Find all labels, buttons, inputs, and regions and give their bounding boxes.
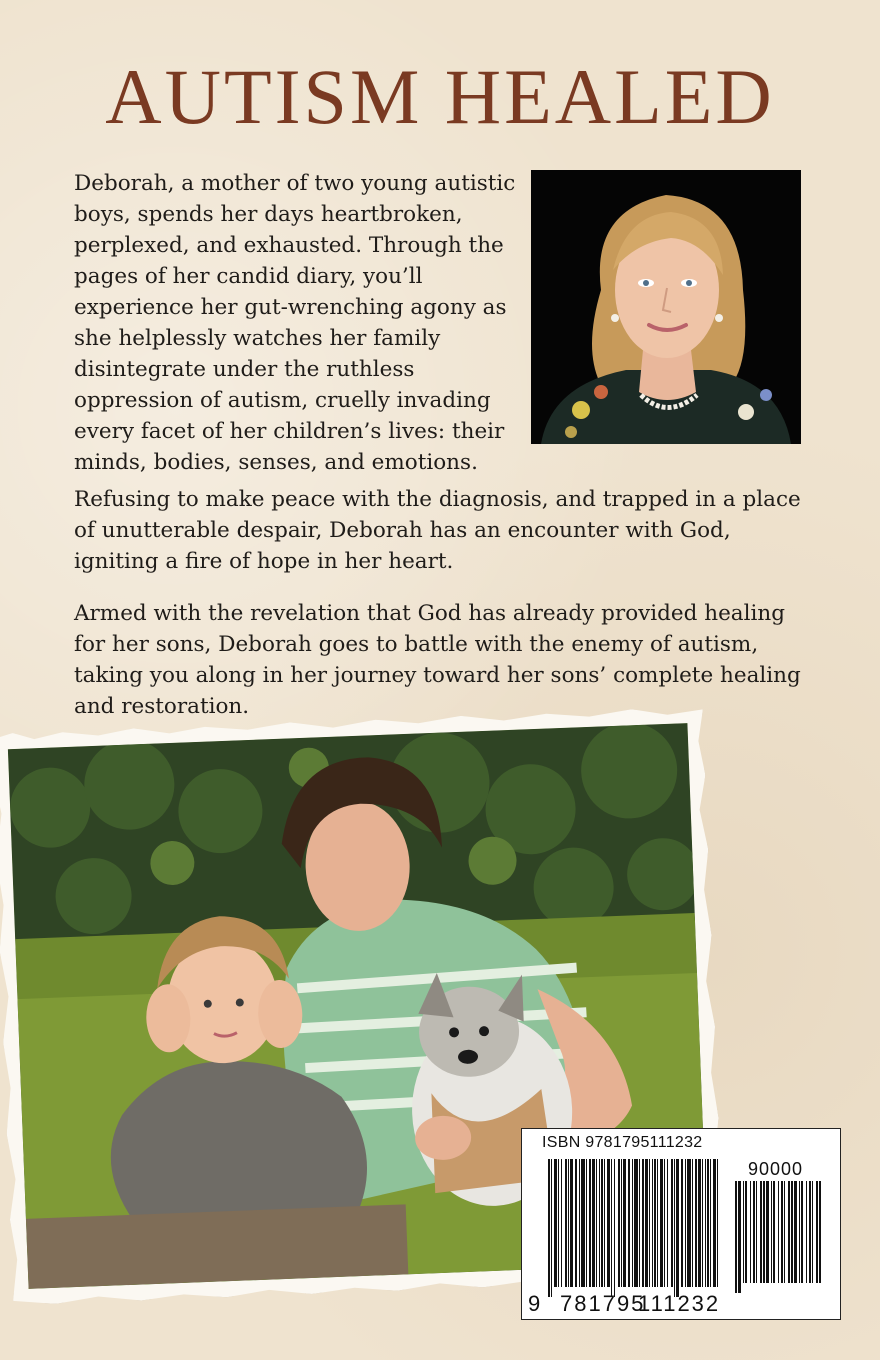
barcode-lead-digit: 9 (528, 1291, 541, 1316)
barcode-bar (632, 1159, 633, 1287)
barcode-bar (819, 1181, 821, 1283)
barcode-bar (753, 1181, 755, 1283)
barcode-bar (710, 1159, 711, 1287)
barcode-bar (551, 1159, 552, 1297)
author-photo (531, 170, 801, 444)
barcode-bar (791, 1181, 793, 1283)
barcode-bar (702, 1159, 703, 1287)
barcode-bar (575, 1159, 577, 1287)
barcode-bar (745, 1181, 747, 1283)
barcode-bar (738, 1181, 741, 1293)
barcode-bar (654, 1159, 656, 1287)
barcode-left-digits: 781795 (560, 1291, 646, 1316)
barcode-bar (760, 1181, 762, 1283)
barcode-bar (676, 1159, 679, 1297)
blurb-paragraph-2: Refusing to make peace with the diagnosis, and trapped in a place of unutterable despair, Deborah has an encounter with God, igniting a fire of hope in her heart. (74, 487, 801, 574)
barcode-right-digits: 111232 (638, 1291, 721, 1316)
barcode-bar (685, 1159, 686, 1287)
barcode-bar (642, 1159, 644, 1287)
barcode-bar (657, 1159, 658, 1287)
isbn-label: ISBN 9781795111232 (542, 1134, 703, 1151)
barcode-bar (750, 1181, 751, 1283)
barcode-bar (794, 1181, 797, 1283)
barcode-bar (652, 1159, 653, 1287)
barcode-bar (628, 1159, 630, 1287)
barcode-bar (554, 1159, 557, 1287)
barcode-bar (801, 1181, 803, 1283)
barcode-bar (674, 1159, 675, 1297)
barcode-bar (614, 1159, 615, 1297)
barcode-box (521, 1128, 841, 1320)
barcode-bar (784, 1181, 785, 1283)
book-title: AUTISM HEALED (105, 53, 775, 140)
barcode-bar (763, 1181, 765, 1283)
barcode-bar (713, 1159, 716, 1287)
barcode-bar (618, 1159, 620, 1287)
barcode-bar (579, 1159, 580, 1287)
barcode-bar (592, 1159, 595, 1287)
barcode-bar (596, 1159, 597, 1287)
price-code: 90000 (748, 1159, 804, 1179)
blurb-paragraph-1: Deborah, a mother of two young autistic boys, spends her days heartbroken, perplexed, and exhausted. Through the pages of her candid diary, you’ll experience her gut-wrenching agony as she helplessly watches her family disintegrate under the ruthless oppression of autism, cruelly invading every facet of her children’s lives: their minds, bodies, senses, and emotions. (74, 171, 516, 475)
barcode-bar (621, 1159, 622, 1287)
barcode-bar (781, 1181, 783, 1283)
barcode-bar (773, 1181, 775, 1283)
barcode-bar (743, 1181, 744, 1283)
barcode-bar (707, 1159, 709, 1287)
barcode-bar (548, 1159, 550, 1297)
barcode-bar (611, 1159, 612, 1297)
barcode-bar (639, 1159, 640, 1287)
barcode-bar (735, 1181, 737, 1293)
barcode-bar (558, 1159, 559, 1287)
barcode-bar (809, 1181, 811, 1283)
barcode-bar (645, 1159, 648, 1287)
barcode-bar (695, 1159, 697, 1287)
barcode-bar (664, 1159, 665, 1287)
barcode-bar (568, 1159, 569, 1287)
barcode-main-bars (548, 1159, 718, 1297)
barcode-bar (671, 1159, 673, 1287)
barcode-bar (698, 1159, 701, 1287)
barcode-bar (806, 1181, 807, 1283)
barcode-bar (756, 1181, 757, 1283)
barcode-bar (778, 1181, 779, 1283)
barcode-bar (589, 1159, 591, 1287)
barcode-bar (604, 1159, 605, 1287)
barcode-bar (771, 1181, 772, 1283)
barcode-bar (634, 1159, 638, 1287)
barcode-bar (565, 1159, 567, 1287)
barcode-bar (601, 1159, 603, 1287)
barcode-addon-bars (735, 1181, 821, 1293)
barcode-bar (667, 1159, 668, 1287)
barcode-bar (607, 1159, 610, 1287)
barcode-bar (586, 1159, 587, 1287)
barcode-bar (561, 1159, 562, 1287)
barcode-bar (788, 1181, 790, 1283)
barcode-bar (687, 1159, 691, 1287)
barcode-bar (623, 1159, 626, 1287)
blurb-paragraph-3: Armed with the revelation that God has already provided healing for her sons, Deborah goes to battle with the enemy of autism, taking you along in her journey toward her sons’ complete healing and restoration. (74, 601, 801, 719)
barcode-bar (816, 1181, 818, 1283)
barcode-bar (570, 1159, 573, 1287)
barcode-bar (766, 1181, 769, 1283)
barcode-bar (692, 1159, 693, 1287)
barcode-bar (649, 1159, 650, 1287)
barcode-bar (581, 1159, 585, 1287)
barcode-bar (599, 1159, 600, 1287)
barcode-bar (812, 1181, 813, 1283)
barcode-bar (705, 1159, 706, 1287)
barcode-bar (799, 1181, 800, 1283)
barcode-bar (717, 1159, 718, 1287)
barcode-bar (660, 1159, 663, 1287)
barcode-bar (681, 1159, 683, 1287)
